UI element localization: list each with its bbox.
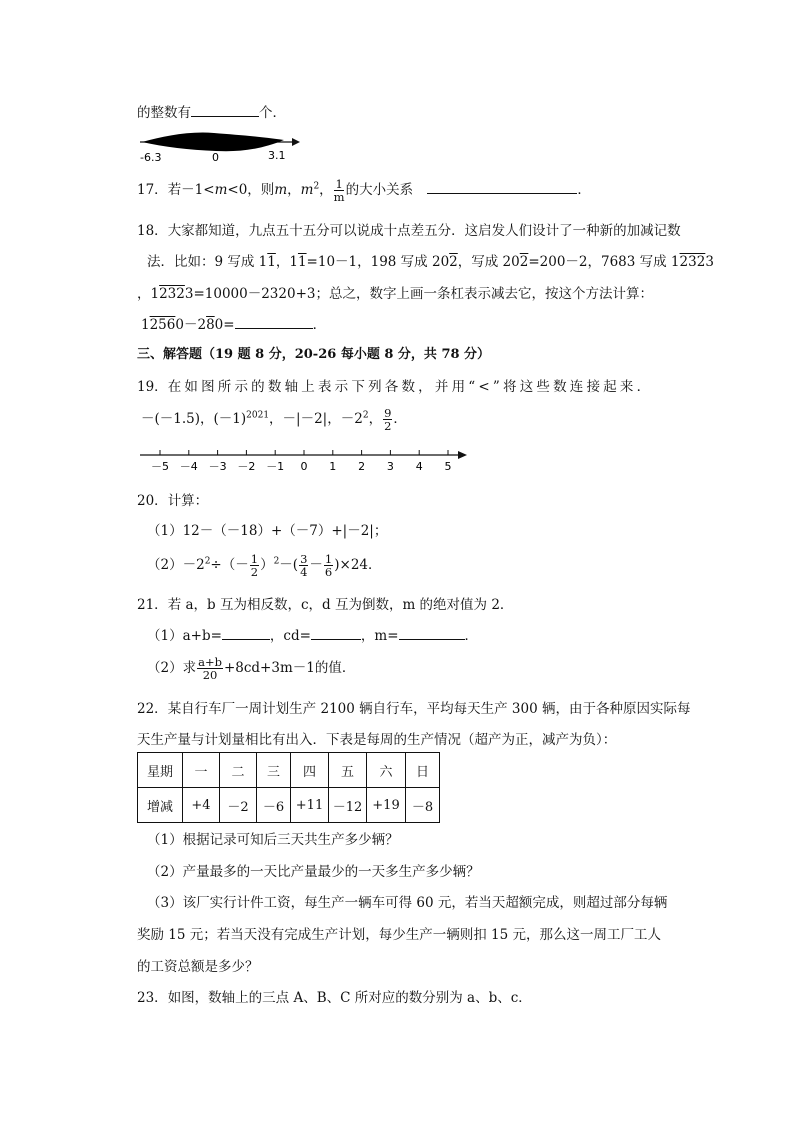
q19-tick-label: 4 [415,460,423,473]
q18-l2c-bar: 2 [449,254,458,270]
q17-text4: ， [319,182,333,198]
table-cell: 日 [406,753,440,788]
q20-num: 20． [137,493,168,509]
q22-p3c: 的工资总额是多少？ [137,959,259,975]
q19-num: 19． [137,379,168,395]
table-cell: 一 [183,753,220,788]
q20-p2h: )×24． [334,557,382,573]
q18-l2d-bar: 2 [519,254,529,270]
q17-frac-den: m [333,190,345,204]
q23-text: 如图，数轴上的三点 A、B、C 所对应的数分别为 a、b、c． [167,990,532,1006]
q20-p2b: ÷（ [210,557,236,573]
q18-num: 18． [137,223,168,239]
q20-frac3-num: 1 [324,552,333,566]
q18-l2b: ，1 [275,254,298,270]
q18-line3 [137,282,653,302]
table-cell: 六 [367,753,406,788]
q18-l2a: 法．比如：9 写成 1 [147,254,268,270]
q17-text2: <0，则 [227,182,275,198]
q21-p2a: （2）求 [147,660,197,676]
q17-end: ． [577,182,591,198]
q20-p2c: － [235,557,249,573]
q19-e4-sup: 2 [362,410,369,421]
q16-unit: 个． [259,105,286,121]
q22-p2: （2）产量最多的一天比产量最少的一天多生产多少辆？ [147,864,480,880]
q19-e4: －2 [340,411,363,427]
q18-l2f: 3 [705,254,714,270]
q20-frac3-den: 6 [324,565,333,579]
q22-line1-text: 某自行车厂一周计划生产 2100 辆自行车，平均每天生产 300 辆，由于各种原因实际每 [167,701,691,717]
table-row [138,753,440,788]
q19-e5: ， [368,411,383,427]
q20-frac1-num: 1 [250,552,259,566]
q19-tick-label: －5 [151,460,169,473]
q20-p1: （1）12－（－18）+（－7）+|－2|； [147,523,388,539]
q17-num: 17． [137,182,168,198]
q17-answer-blank[interactable] [427,179,577,194]
q18-l2e: =200－2，7683 写成 1 [528,254,680,270]
q18-line4 [141,313,326,333]
q19-tick-label: －1 [266,460,285,473]
q19-frac-den: 2 [384,419,392,433]
table-cell: 星期 [138,753,183,788]
q19-e3: ，－|－2|， [269,411,341,427]
q18-line1-text: 大家都知道，九点五十五分可以说成十点差五分．这启发人们设计了一种新的加减记数 [167,223,681,239]
q20-p2g: － [309,557,323,573]
table-cell: 增减 [138,788,183,823]
q16-label-left: -6.3 [140,151,162,164]
q19-tick-label: 0 [300,460,308,473]
q17-frac-num: 1 [335,177,343,191]
q19-line1 [137,375,653,395]
table-cell: －12 [329,788,367,823]
q22-p3b: 奖励 15 元；若当天没有完成生产计划，每少生产一辆则扣 15 元，那么这一周工厂工人 [137,927,662,943]
q19-e2-sup: 2021 [246,410,270,421]
q19-tick-label: 2 [358,460,366,473]
q22-p1: （1）根据记录可知后三天共生产多少辆？ [147,832,399,848]
table-row [138,788,440,823]
q19-number-line [140,446,470,476]
q19-tick-label: －4 [179,460,198,473]
q18-l2b-bar: 1 [297,254,307,270]
q19-tick-label: －2 [237,460,256,473]
table-cell: －8 [406,788,440,823]
q18-l4b: 0－2 [175,317,207,333]
q21-fraction [197,656,223,681]
q21-p1 [147,624,478,644]
q21-frac-num: a+b [198,655,222,669]
q17-text5: 的大小关系 [345,182,414,198]
table-cell: +11 [291,788,329,823]
q20-frac2-den: 4 [300,565,308,579]
q20-title-text: 计算： [167,493,209,509]
q19-tick-label: 5 [444,460,452,473]
q20-frac1-den: 2 [250,565,259,579]
q18-l4a: 1 [141,317,150,333]
q17-m-b: m [274,182,288,198]
q20-frac1 [250,553,259,578]
q22-production-table [137,752,440,823]
q20-p2 [147,553,382,578]
q17-m2: m [300,182,314,198]
q22-line2: 天生产量与计划量相比有出入．下表是每周的生产情况（超产为正，减产为负）： [137,732,617,748]
table-cell: +19 [367,788,406,823]
q23-num: 23． [137,990,168,1006]
q20-p2-sup: 2 [204,556,211,567]
q19-fraction [383,407,392,432]
q21-blank-m[interactable] [399,625,465,640]
q17-square: 2 [313,181,320,192]
q20-title [137,489,208,509]
q21-p1end: ． [464,628,479,644]
q19-tick-label: 1 [329,460,337,473]
q16-ink-blot [142,133,284,152]
q18-l4c: 0= [214,317,235,333]
q16-tail [137,101,286,121]
q22-p3a: （3）该厂实行计件工资，每生产一辆车可得 60 元，若当天超额完成，则超过部分每辆 [147,895,668,911]
q19-axis-arrow [458,451,467,459]
q19-expr [141,407,407,432]
q20-p2a: （2）－2 [147,557,205,573]
table-cell: 五 [329,753,367,788]
q19-e1: －(－1.5)， [141,411,214,427]
q17-text3: ， [287,182,301,198]
q18-end: ． [312,317,327,333]
q17-m: m [214,182,228,198]
q18-line2 [147,250,714,270]
q16-number-line [134,128,304,168]
q16-label-right: 3.1 [268,149,286,162]
q18-l3a-bar: 232 [159,286,185,302]
q16-label-zero: 0 [212,151,219,164]
q21-blank-sum[interactable] [222,625,270,640]
q21-num: 21． [137,597,168,613]
q22-line1 [137,697,690,717]
q16-axis-arrow [292,138,300,146]
q18-answer-blank[interactable] [235,314,313,329]
q18-line1 [137,219,681,239]
table-cell: 四 [291,753,329,788]
q17-text1: 若－1< [167,182,215,198]
q20-frac2 [299,553,308,578]
q18-l3b: 3=10000－2320+3；总之，数字上画一条杠表示减去它，按这个方法计算： [184,286,653,302]
q21-p1b: ，cd= [269,628,311,644]
q23-line1 [137,986,532,1006]
table-cell: 三 [257,753,291,788]
q20-frac2-num: 3 [300,552,308,566]
q22-num: 22． [137,701,168,717]
q19-text: 在如图所示的数轴上表示下列各数，并用“<”将这些数连接起来． [167,379,654,395]
q21-blank-cd[interactable] [311,625,361,640]
q16-answer-blank[interactable] [191,102,259,117]
table-cell: －2 [220,788,257,823]
q21-p2b: +8cd+3m－1的值． [223,660,356,676]
q20-frac3 [324,553,333,578]
q17-fraction [334,178,345,203]
q19-frac-num: 9 [384,406,392,420]
table-cell: －6 [257,788,291,823]
q20-p2e: －( [279,557,299,573]
q18-l4b-bar: 8 [206,317,215,333]
q17 [137,178,591,203]
q18-l2a-bar: 1 [267,254,276,270]
section3-title: 三、解答题（19 题 8 分，20-26 每小题 8 分，共 78 分） [137,347,491,362]
table-cell: +4 [183,788,220,823]
q18-l2d: ，写成 20 [457,254,520,270]
q21-line1 [137,593,513,613]
q19-tick-label: 3 [386,460,394,473]
table-cell: 二 [220,753,257,788]
q21-p1a: （1）a+b= [147,628,222,644]
q19-end: ． [393,411,407,427]
q20-p2d: ） [260,557,274,573]
q21-p2 [147,656,355,681]
q20-p2-sup2: 2 [273,556,280,567]
q19-tick-label: －3 [208,460,227,473]
q21-frac-den: 20 [202,668,218,682]
q16-tail-text: 的整数有 [137,105,191,121]
q19-e2: (－1) [213,411,247,427]
q18-l2e-bar: 232 [679,254,706,270]
q18-l4a-bar: 256 [149,317,176,333]
q18-l3a: ，1 [137,286,160,302]
q21-text: 若 a，b 互为相反数，c，d 互为倒数，m 的绝对值为 2． [167,597,514,613]
q21-p1c: ，m= [360,628,399,644]
q18-l2c: =10－1，198 写成 20 [306,254,450,270]
